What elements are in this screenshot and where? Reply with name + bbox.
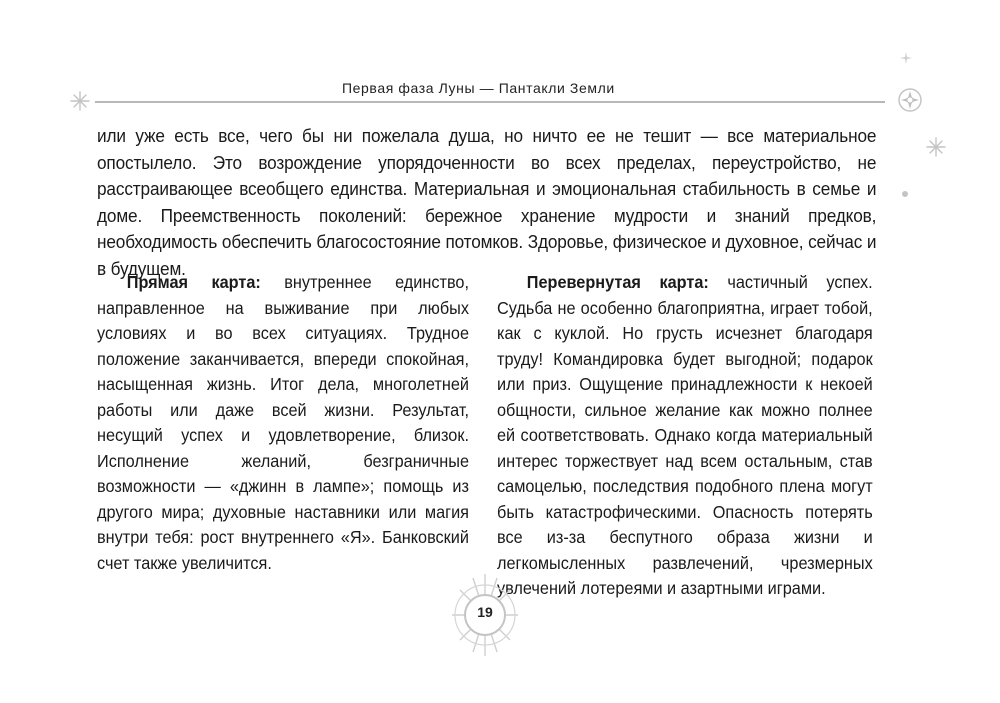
reversed-card-text: частичный успех. Судьба не особенно благоприятна, играет тобой, как с куклой. Но грусть исчезнет благодаря труду! Командировка будет выгодной; подарок или приз. Ощущение принадлежности к некоей общности, сильное желание как можно полнее ей соответствовать. Однако когда материальный интерес торжествует над всем остальным, став самоцелью, последствия подобного плена могут быть катастрофическими. Опасность потерять все из-за беспутного образа жизни и легкомысленных развлечений, чрезмерных увлечений лотереями и азартными играми. bbox=[497, 272, 873, 598]
reversed-card-section bbox=[497, 270, 873, 602]
sparkle-icon-right bbox=[926, 137, 946, 157]
upright-card-section bbox=[97, 270, 469, 576]
decorative-dot bbox=[902, 191, 908, 197]
page-number: 19 bbox=[477, 604, 493, 620]
header-rule bbox=[95, 101, 885, 103]
upright-card-text: внутреннее единство, направленное на выживание при любых условиях и во всех ситуациях. Трудное положение заканчивается, впереди спокойная, насыщенная жизнь. Итог дела, многолетней работы или даже всей жизни. Результат, несущий успех и удовлетворение, близок. Исполнение желаний, безграничные возможности — «джинн в лампе»; помощь из другого мира; духовные наставники или магия внутри тебя: рост внутреннего «Я». Банковский счет также увеличится. bbox=[97, 272, 469, 573]
intro-paragraph: или уже есть все, чего бы ни пожелала душа, но ничто ее не тешит — все материальное опостылело. Это возрождение упорядоченности во всех пределах, переустройство, не расстраивающее всеобщего единства. Материальная и эмоциональная стабильность в семье и доме. Преемственность поколений: бережное хранение мудрости и знаний предков, необходимость обеспечить благосостояние потомков. Здоровье, физическое и духовное, сейчас и в будущем. bbox=[97, 125, 877, 279]
upright-card-label: Прямая карта: bbox=[126, 272, 261, 292]
running-title: Первая фаза Луны — Пантакли Земли bbox=[342, 80, 615, 96]
reversed-card-label: Перевернутая карта: bbox=[526, 272, 709, 292]
sparkle-icon bbox=[70, 91, 90, 111]
crescent-moon-sun-icon bbox=[880, 74, 932, 126]
small-sparkle-icon bbox=[900, 52, 912, 64]
